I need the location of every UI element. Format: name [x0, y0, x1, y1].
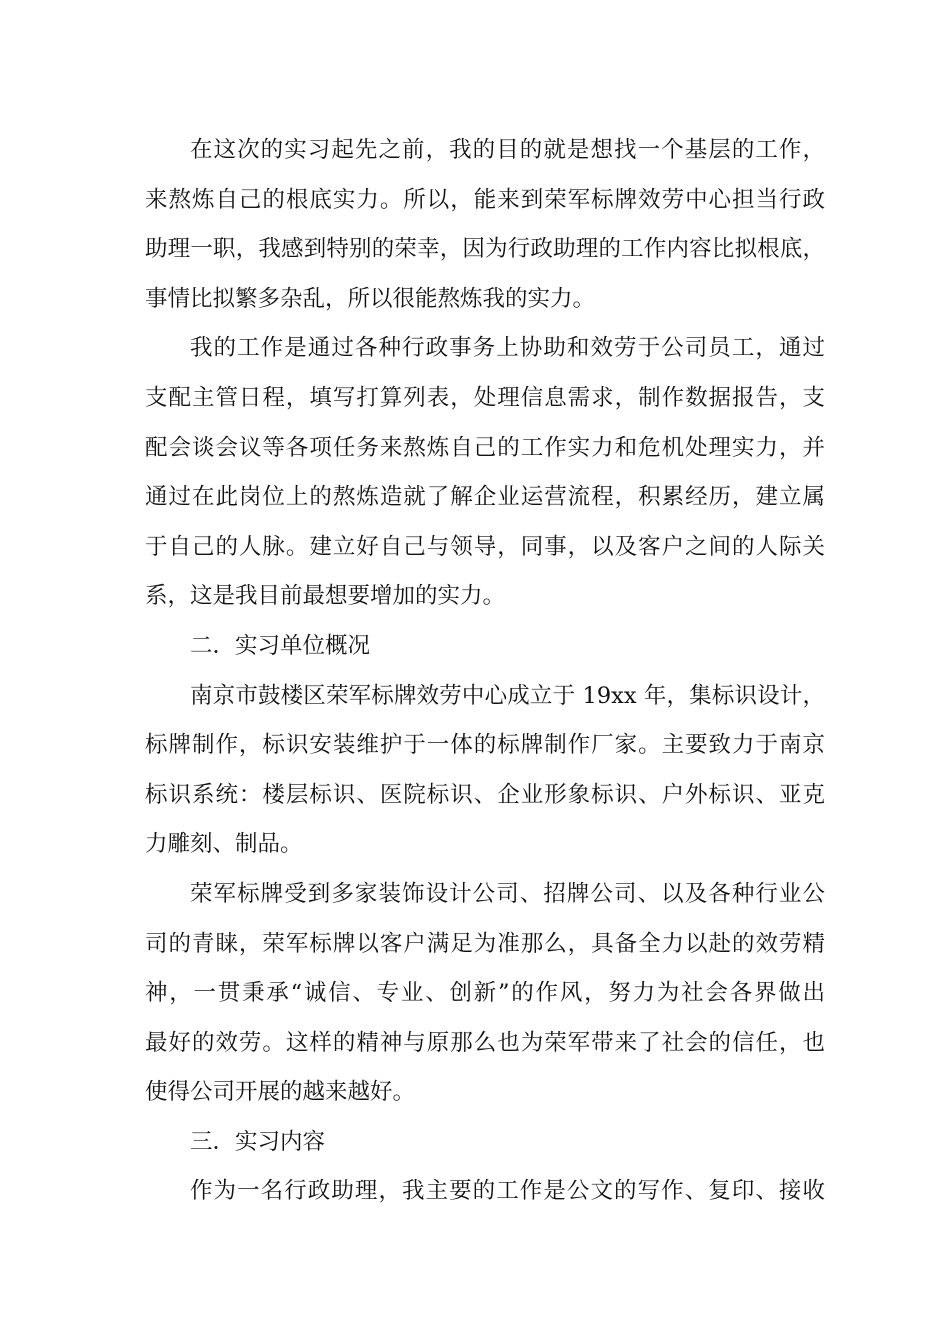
text-line: 于自己的人脉。建立好自己与领导，同事，以及客户之间的人际关 — [145, 533, 825, 560]
text-line: 助理一职，我感到特别的荣幸，因为行政助理的工作内容比拟根底， — [145, 236, 825, 263]
text-line: 配会谈会议等各项任务来熬炼自己的工作实力和危机处理实力，并 — [145, 434, 825, 461]
document-body — [145, 126, 825, 1217]
text-line: 标牌制作，标识安装维护于一体的标牌制作厂家。主要致力于南京 — [145, 732, 825, 759]
text-line: 事情比拟繁多杂乱，所以很能熬炼我的实力。 — [145, 285, 596, 312]
text-line: 最好的效劳。这样的精神与原那么也为荣军带来了社会的信任，也 — [145, 1029, 825, 1056]
text-line: 二．实习单位概况 — [190, 632, 371, 659]
text-line: 在这次的实习起先之前，我的目的就是想找一个基层的工作， — [190, 137, 825, 163]
text-line: 通过在此岗位上的熬炼造就了解企业运营流程，积累经历，建立属 — [145, 484, 825, 511]
text-line: 南京市鼓楼区荣军标牌效劳中心成立于 19xx 年，集标识设计， — [190, 682, 825, 709]
text-line: 荣军标牌受到多家装饰设计公司、招牌公司、以及各种行业公 — [190, 880, 825, 907]
text-line: 司的青睐，荣军标牌以客户满足为准那么，具备全力以赴的效劳精 — [145, 930, 825, 957]
text-line: 力雕刻、制品。 — [145, 831, 303, 858]
text-line: 三．实习内容 — [190, 1128, 326, 1155]
text-line: 使得公司开展的越来越好。 — [145, 1079, 416, 1106]
text-line: 支配主管日程，填写打算列表，处理信息需求，制作数据报告，支 — [145, 384, 825, 411]
text-line: 作为一名行政助理，我主要的工作是公文的写作、复印、接收 — [190, 1178, 825, 1205]
text-line: 我的工作是通过各种行政事务上协助和效劳于公司员工，通过 — [190, 335, 825, 362]
text-line: 神，一贯秉承“诚信、专业、创新”的作风，努力为社会各界做出 — [145, 980, 825, 1007]
text-line: 来熬炼自己的根底实力。所以，能来到荣军标牌效劳中心担当行政 — [145, 186, 825, 213]
text-line: 系，这是我目前最想要增加的实力。 — [145, 583, 506, 610]
text-line: 标识系统：楼层标识、医院标识、企业形象标识、户外标识、亚克 — [145, 781, 825, 808]
